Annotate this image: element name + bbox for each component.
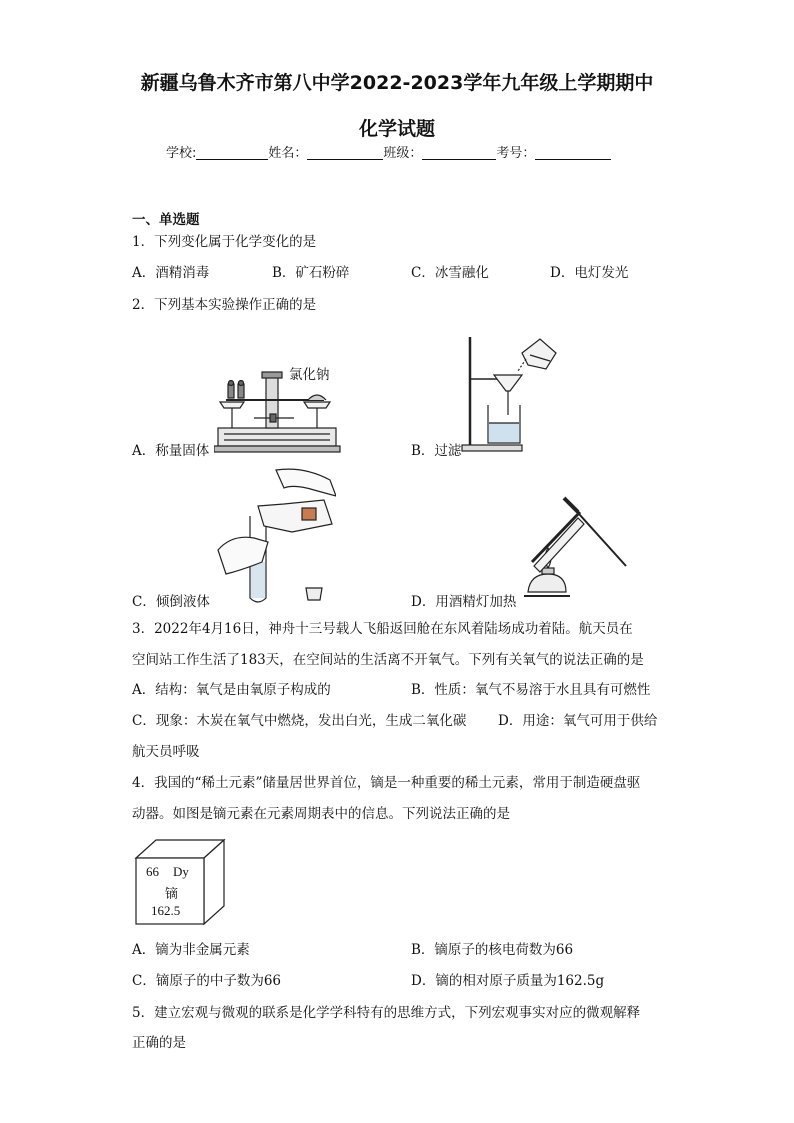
name-blank[interactable] <box>307 145 383 160</box>
element-atomic-number: 66 <box>146 864 159 879</box>
q2-option-b[interactable]: B．过滤 <box>411 443 462 459</box>
school-blank[interactable] <box>196 145 268 160</box>
sodium-chloride-label: 氯化钠 <box>289 367 330 383</box>
q3-option-c[interactable]: C．现象：木炭在氧气中燃烧，发出白光，生成二氧化碳 <box>132 713 467 729</box>
name-label: 姓名： <box>268 146 308 161</box>
q1-option-a[interactable]: A．酒精消毒 <box>132 265 210 281</box>
q2-option-d[interactable]: D．用酒精灯加热 <box>411 594 517 610</box>
question-4-stem-line1: 4．我国的“稀土元素”储量居世界首位，镝是一种重要的稀土元素，常用于制造硬盘驱 <box>132 775 641 791</box>
q4-option-c[interactable]: C．镝原子的中子数为66 <box>132 973 282 989</box>
question-2-stem: 2．下列基本实验操作正确的是 <box>132 297 317 313</box>
question-4-stem-line2: 动器。如图是镝元素在元素周期表中的信息。下列说法正确的是 <box>132 806 510 822</box>
q1-option-d[interactable]: D．电灯发光 <box>550 265 629 281</box>
q3-option-a[interactable]: A．结构：氧气是由氧原子构成的 <box>132 682 331 698</box>
question-5-stem-line1: 5．建立宏观与微观的联系是化学学科特有的思维方式，下列宏观事实对应的微观解释 <box>132 1005 641 1021</box>
class-label: 班级： <box>383 146 423 161</box>
question-3-stem-line2: 空间站工作生活了183天，在空间站的生活离不开氧气。下列有关氧气的说法正确的是 <box>132 652 644 668</box>
element-symbol: Dy <box>173 864 189 879</box>
q2-option-a[interactable]: A．称量固体 <box>132 443 210 459</box>
question-3-stem-line1: 3．2022年4月16日，神舟十三号载人飞船返回舱在东风着陆场成功着陆。航天员在 <box>132 621 633 637</box>
alcohol-lamp-heating-figure <box>520 492 632 604</box>
element-name: 镝 <box>165 887 179 902</box>
class-blank[interactable] <box>422 145 496 160</box>
exam-title-line2: 化学试题 <box>358 118 435 140</box>
question-5-stem-line2: 正确的是 <box>132 1035 186 1051</box>
element-atomic-mass: 162.5 <box>151 903 181 918</box>
exam-number-blank[interactable] <box>535 145 611 160</box>
section-heading-single-choice: 一、单选题 <box>132 212 200 228</box>
q4-option-b[interactable]: B．镝原子的核电荷数为66 <box>411 942 574 958</box>
q3-option-d[interactable]: D．用途：氧气可用于供给 <box>498 713 658 729</box>
q3-option-b[interactable]: B．性质：氧气不易溶于水且具有可燃性 <box>411 682 651 698</box>
q4-option-a[interactable]: A．镝为非金属元素 <box>132 942 250 958</box>
exam-number-label: 考号： <box>496 146 536 161</box>
q3-option-d-continuation: 航天员呼吸 <box>132 744 200 760</box>
school-label: 学校: <box>166 146 197 161</box>
exam-title-line1: 新疆乌鲁木齐市第八中学2022-2023学年九年级上学期期中 <box>140 72 654 94</box>
pouring-liquid-figure <box>214 466 336 608</box>
q2-option-c[interactable]: C．倾倒液体 <box>132 594 210 610</box>
student-info-row <box>166 145 611 163</box>
filtration-figure <box>458 331 562 455</box>
question-1-stem: 1．下列变化属于化学变化的是 <box>132 234 317 250</box>
q1-option-b[interactable]: B．矿石粉碎 <box>272 265 350 281</box>
q4-option-d[interactable]: D．镝的相对原子质量为162.5g <box>411 973 605 989</box>
q1-option-c[interactable]: C．冰雪融化 <box>411 265 489 281</box>
